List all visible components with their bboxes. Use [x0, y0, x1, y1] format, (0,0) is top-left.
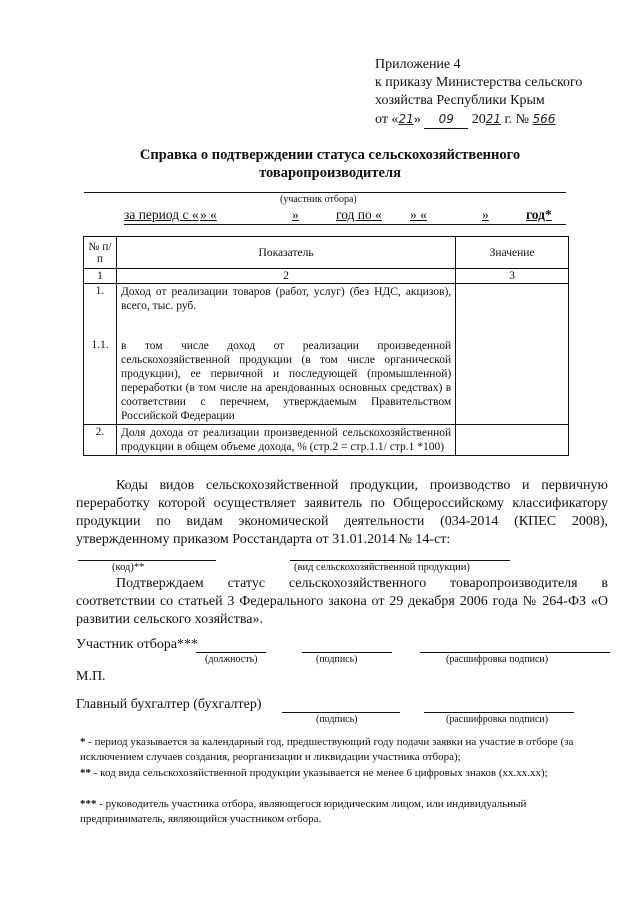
- code-line: [78, 560, 216, 561]
- handwritten-month: 09: [424, 110, 468, 129]
- period-sep-1: » «: [200, 207, 217, 222]
- row-indicator-text: Доход от реализации товаров (работ, услуг) (без НДС, акцизов), всего, тыс. руб.: [120, 286, 452, 312]
- decoding-line: [420, 652, 610, 653]
- col-number-1: 1: [84, 269, 117, 284]
- codes-paragraph: Коды видов сельскохозяйственной продукции, производство и первичную переработку которой осуществляет заявитель по Общероссийскому классификатору продукции по видам экономической деятельности (034-2014 (КПЕС 2008), утвержденному приказом Росстандарта от 31.01.2014 № 14-ст:: [76, 478, 608, 547]
- acc-signature-line: [282, 712, 400, 713]
- appendix-ministry-line: хозяйства Республики Крым: [375, 93, 545, 108]
- row-number: 2.: [84, 425, 117, 456]
- footnote-1: * - период указывается за календарный год, предшествующий году подачи заявки на участие в отборе (за исключением случаев создания, реорганизации и ликвидации участника отбора);: [80, 736, 574, 763]
- document-title: Справка о подтверждении статуса сельскохозяйственного товаропроизводителя: [139, 147, 521, 181]
- table-row: [84, 284, 569, 425]
- participant-line: [84, 192, 566, 193]
- period-from-label: за период с «: [124, 207, 199, 222]
- row-number: 1.1.: [91, 339, 109, 351]
- acc-decoding-line: [424, 712, 574, 713]
- table-header-row: [84, 237, 569, 269]
- handwritten-day: 21: [398, 112, 414, 126]
- footnote-2: ** - код вида сельскохозяйственной продукции указывается не менее 6 цифровых знаков (хх.хх.хх);: [80, 767, 548, 779]
- row-value-cell[interactable]: [456, 284, 569, 425]
- decoding-caption: (расшифровка подписи): [446, 654, 549, 665]
- col-header-number: № п/п: [84, 237, 117, 269]
- appendix-title: Приложение 4: [375, 57, 461, 72]
- col-header-value: Значение: [456, 237, 569, 269]
- appendix-order-line: к приказу Министерства сельского: [375, 75, 583, 90]
- col-number-2: 2: [116, 269, 455, 284]
- signature-caption: (подпись): [316, 654, 358, 665]
- table-colnum-row: [84, 269, 569, 284]
- acc-decoding-caption: (расшифровка подписи): [446, 714, 549, 725]
- period-year-label: год*: [526, 207, 552, 222]
- period-to-label: год по «: [336, 207, 382, 222]
- row-indicator-text: в том числе доход от реализации произведенной сельскохозяйственной продукции (в том числе органической продукции), ее первичной и последующей (промышленной) переработки (в том числе на арендованных основных средствах) в соответствии с перечнем, утверждаемым Правительством Российской Федерации: [120, 340, 452, 422]
- col-number-3: 3: [456, 269, 569, 284]
- table-row: [84, 425, 569, 456]
- participant-caption: (участник отбора): [280, 194, 357, 205]
- row-indicator-text: Доля дохода от реализации произведенной сельскохозяйственной продукции в общем объеме дохода, % (стр.2 = стр.1.1/ стр.1 *100): [116, 425, 455, 456]
- period-sep-2: »: [292, 207, 299, 222]
- appendix-date-line: от «21» 09 2021 г. № 566: [375, 112, 556, 127]
- confirm-paragraph: Подтверждаем статус сельскохозяйственного товаропроизводителя в соответствии со статьей 3 Федерального закона от 29 декабря 2006 года № 264-ФЗ «О развитии сельского хозяйства».: [76, 576, 608, 627]
- appendix-header: [375, 56, 582, 129]
- row-number: 1.: [95, 285, 105, 297]
- handwritten-order-number: 566: [532, 112, 556, 126]
- position-line: [196, 652, 266, 653]
- product-caption: (вид сельскохозяйственной продукции): [294, 562, 470, 573]
- product-line: [290, 560, 510, 561]
- participant-label: Участник отбора***: [76, 637, 199, 652]
- indicator-table: [83, 236, 569, 456]
- accountant-label: Главный бухгалтер (бухгалтер): [76, 697, 262, 712]
- row-value-cell[interactable]: [456, 425, 569, 456]
- period-sep-3: » «: [410, 207, 427, 222]
- acc-signature-caption: (подпись): [316, 714, 358, 725]
- footnote-3: *** - руководитель участника отбора, являющегося юридическим лицом, или индивидуальный предприниматель, являющийся участником отбора.: [80, 798, 527, 825]
- signature-line: [302, 652, 392, 653]
- code-caption: (код)**: [112, 562, 145, 573]
- handwritten-year: 21: [485, 112, 501, 126]
- position-caption: (должность): [205, 654, 258, 665]
- period-underline: [124, 224, 566, 225]
- col-header-indicator: Показатель: [116, 237, 455, 269]
- period-sep-4: »: [482, 207, 489, 222]
- seal-label: М.П.: [76, 669, 106, 684]
